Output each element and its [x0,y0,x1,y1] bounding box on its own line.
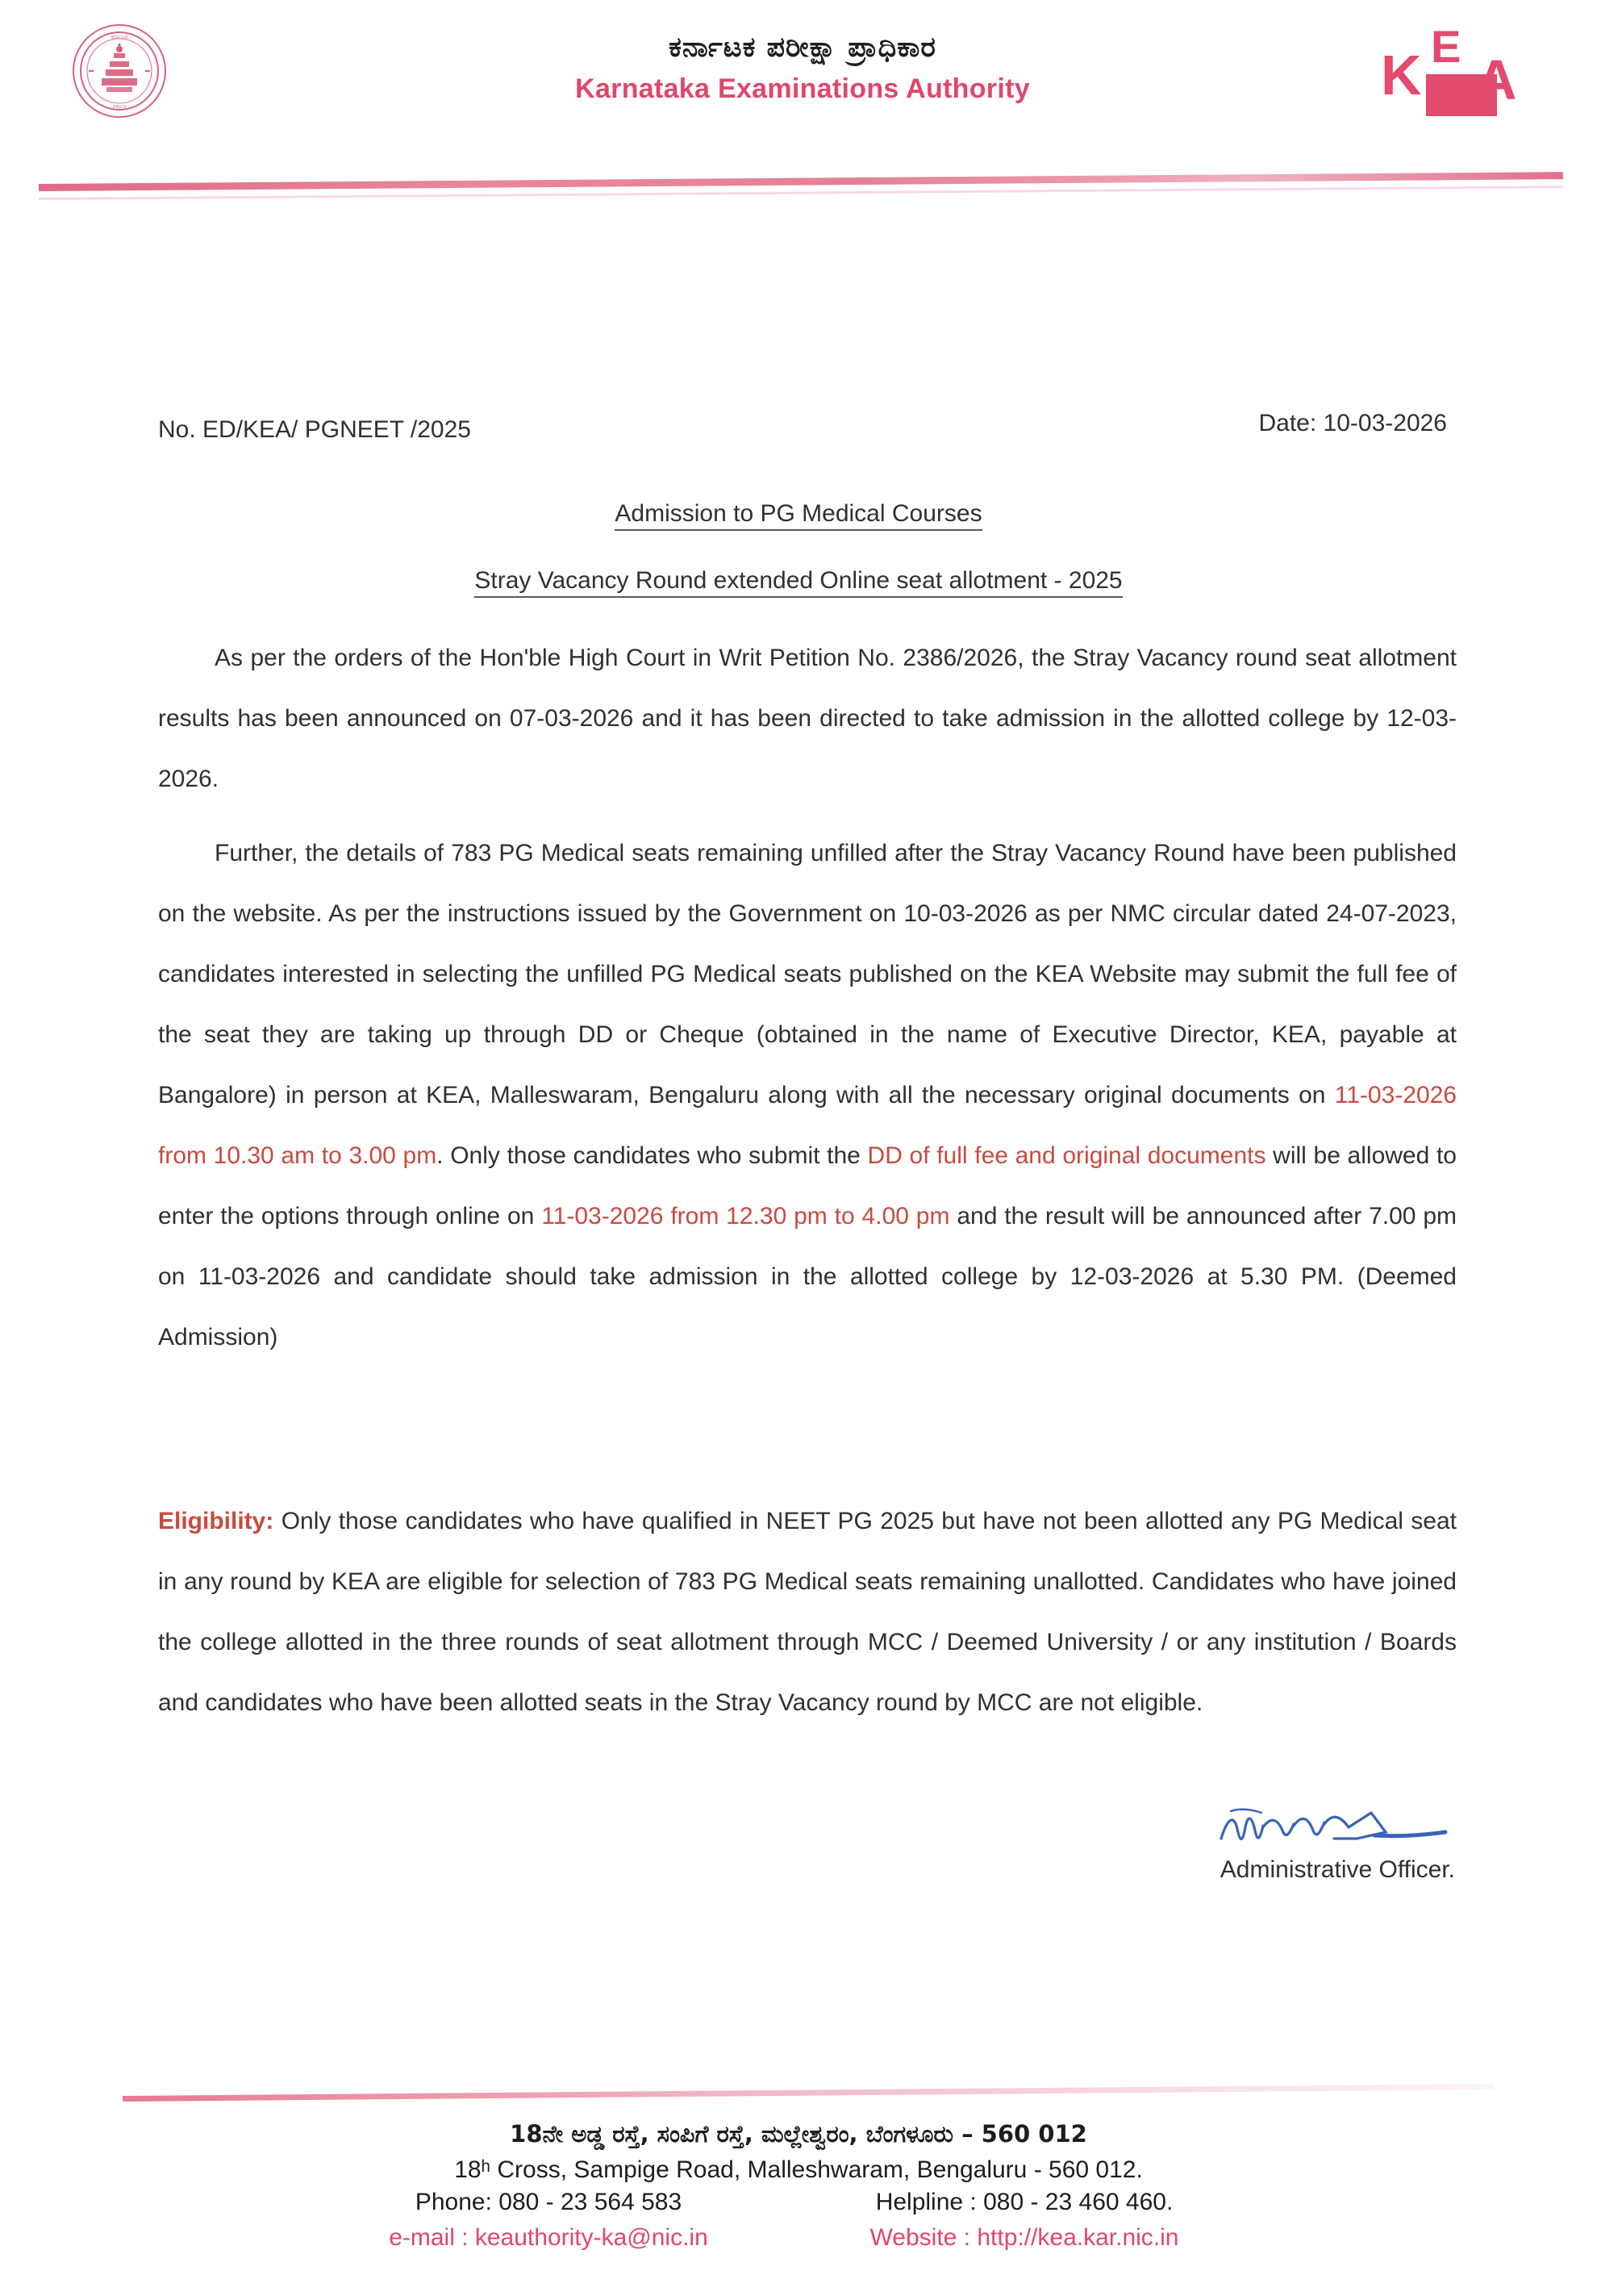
paragraph-part-2: . Only those candidates who submit the [436,1142,868,1169]
kea-logo-letter-e: E [1431,21,1461,72]
paragraph-court-order-text: As per the orders of the Hon'ble High Court in Writ Petition No. 2386/2026, the Stray Vacancy round seat allotment results has been announced on 07-03-2026 and it has been directed to take admission in the allotted college by 12-03-2026. [158,645,1457,792]
document-title-secondary [0,567,1597,595]
karnataka-state-emblem-icon [71,23,168,119]
footer-phone-row [0,2189,1597,2216]
paragraph-part-3: will be allowed to enter the options through online on [158,1142,1457,1229]
footer-email[interactable]: e-mail : keauthority-ka@nic.in [389,2224,708,2252]
highlight-dd-documents: DD of full fee and original documents [867,1142,1266,1169]
footer-address-english: 18ʰ Cross, Sampige Road, Malleshwaram, Bengaluru - 560 012. [454,2156,1143,2184]
organization-titles [347,31,1258,105]
signature-block [1108,1803,1455,1884]
paragraph-part-4: and the result will be announced after 7.00 pm on 11-03-2026 and candidate should take admission in the allotted college by 12-03-2026 at 5.30 PM. (Deemed Admission) [158,1203,1457,1350]
paragraph-eligibility [158,1491,1457,1733]
document-title-primary-text: Admission to PG Medical Courses [615,500,982,531]
document-title-secondary-text: Stray Vacancy Round extended Online seat allotment - 2025 [474,567,1122,598]
footer-phone: Phone: 080 - 23 564 583 [415,2189,682,2216]
footer-helpline: Helpline : 080 - 23 460 460. [875,2189,1174,2216]
highlight-option-entry-window: 11-03-2026 from 12.30 pm to 4.00 pm [541,1203,950,1229]
paragraph-court-order [158,628,1457,809]
svg-text:ಕರ್ನಾಟಕ: ಕರ್ನಾಟಕ [110,34,128,40]
handwritten-signature [1108,1803,1455,1855]
organization-name-kannada: ಕರ್ನಾಟಕ ಪರೀಕ್ಷಾ ಪ್ರಾಧಿಕಾರ [669,31,936,64]
footer-website[interactable]: Website : http://kea.kar.nic.in [869,2224,1179,2252]
kea-logo-letter-a: A [1476,48,1517,111]
organization-name-english: Karnataka Examinations Authority [575,73,1030,104]
paragraph-part-1: Further, the details of 783 PG Medical seats remaining unfilled after the Stray Vacancy Round have been published on the website. As per the instructions issued by the Government on 10-03-2026 as per NMC circular dated 24-07-2023, candidates interested in selecting the unfilled PG Medical seats published on the KEA Website may submit the full fee of the seat they are taking up through DD or Cheque (obtained in the name of Executive Director, KEA, payable at Bangalore) in person at KEA, Malleswaram, Bengaluru along with all the necessary original documents on [158,840,1457,1108]
footer [0,2119,1597,2252]
kea-logo-letter-k: K [1381,44,1422,106]
footer-links-row [0,2224,1597,2252]
document-title-primary [0,500,1597,528]
eligibility-text: Only those candidates who have qualified in NEET PG 2025 but have not been allotted any PG Medical seat in any round by KEA are eligible for selection of 783 PG Medical seats remaining unallotted. Candidates who have joined the college allotted in the three rounds of seat allotment through MCC / Deemed University / or any institution / Boards and candidates who have been allotted seats in the Stray Vacancy round by MCC are not eligible. [158,1508,1457,1716]
footer-address-kannada: 18ನೇ ಅಡ್ಡ ರಸ್ತೆ, ಸಂಪಿಗೆ ರಸ್ತೆ, ಮಲ್ಲೇಶ್ವರಂ, ಬೆಂಗಳೂರು – 560 012 [510,2120,1087,2148]
letterhead [0,0,1597,202]
svg-text:ಸರ್ಕಾರ: ಸರ್ಕಾರ [112,103,127,110]
signatory-designation: Administrative Officer. [1220,1856,1455,1883]
paragraph-unfilled-seats [158,823,1457,1367]
letter-date: Date: 10-03-2026 [1258,410,1447,436]
footer-divider [123,2084,1494,2102]
eligibility-label: Eligibility: [158,1508,274,1534]
kea-logo-icon [1379,19,1524,111]
reference-number: No. ED/KEA/ PGNEET /2025 [158,416,471,443]
highlight-submission-window: 11-03-2026 from 10.30 am to 3.00 pm [158,1082,1457,1169]
